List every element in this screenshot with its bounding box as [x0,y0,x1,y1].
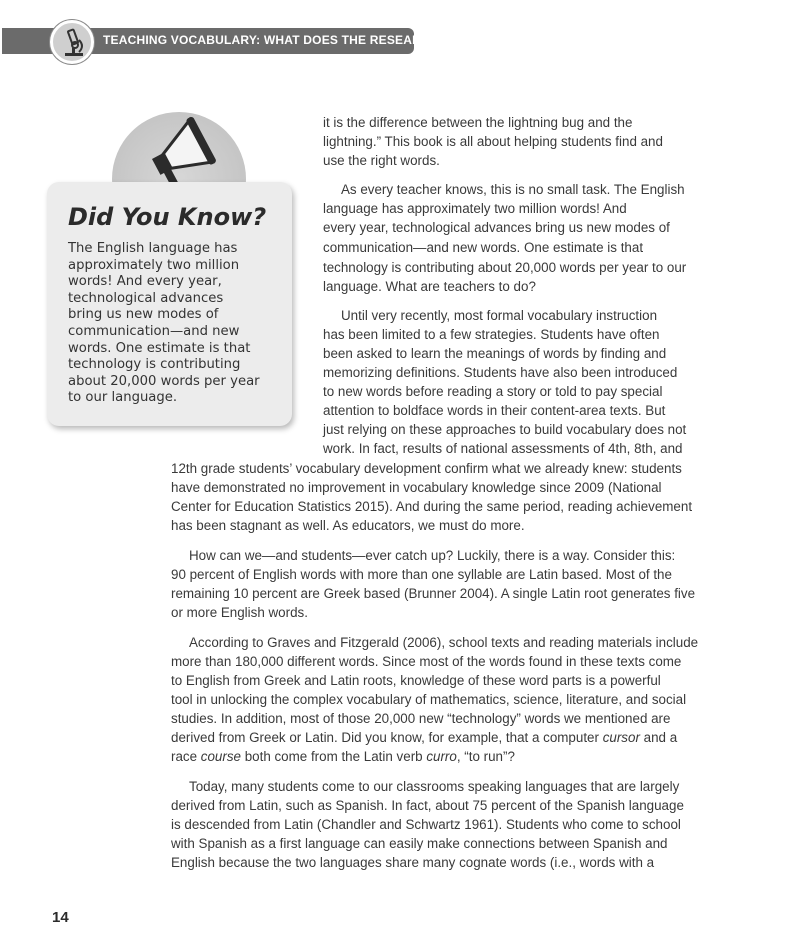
line-segment: , “to run”? [456,749,515,764]
body-line: or more English words. [171,605,308,620]
body-line: tool in unlocking the complex vocabulary of mathematics, science, literature, and social [171,692,687,707]
callout-line: The English language has [68,241,238,256]
body-line: is descended from Latin (Chandler and Schwartz 1961). Students who come to school [171,817,681,832]
body-line: Until very recently, most formal vocabulary instruction [341,308,658,323]
body-line: have demonstrated no improvement in vocabulary knowledge since 2009 (National [171,480,662,495]
body-line: more than 180,000 different words. Since most of the words found in these texts come [171,654,682,669]
callout-line: approximately two million [68,257,240,273]
callout-line: about 20,000 words per year [68,373,260,389]
body-line: How can we—and students—ever catch up? Luckily, there is a way. Consider this: [189,548,676,563]
body-line: attention to boldface words in their content-area texts. But [323,403,666,418]
line-segment: and a [639,730,678,745]
body-line: it is the difference between the lightning bug and the [323,115,633,130]
body-line: remaining 10 percent are Greek based (Brunner 2004). A single Latin root generates five [171,586,696,601]
callout-line: to our language. [68,390,178,406]
body-line: English because the two languages share many cognate words (i.e., words with a [171,855,655,870]
running-header-title: TEACHING VOCABULARY: WHAT DOES THE RESEARCH SAY? [103,33,474,47]
line-segment: both come from the Latin verb [240,749,427,764]
line-segment: race [171,749,201,764]
body-line: Center for Education Statistics 2015). And during the same period, reading achievement [171,499,693,514]
callout-body [68,241,282,407]
callout-line: technology is contributing [68,357,241,373]
body-line: with Spanish as a first language can easily make connections between Spanish and [171,836,668,851]
line-segment: derived from Greek or Latin. Did you know, for example, that a computer [171,730,599,745]
body-line: lightning.” This book is all about helping students find and [323,134,663,149]
body-line: just relying on these approaches to build vocabulary does not [323,422,687,437]
body-line: 12th grade students’ vocabulary development confirm what we already knew: students [171,461,682,476]
body-line: As every teacher knows, this is no small task. The English [341,182,685,197]
megaphone-graphic [112,112,246,190]
body-line: every year, technological advances bring us new modes of [323,220,670,235]
body-line: been asked to learn the meanings of words by finding and [323,346,667,361]
body-line: Today, many students come to our classrooms speaking languages that are largely [189,779,680,794]
microscope-icon [50,20,94,64]
body-line: to English from Greek and Latin roots, knowledge of these word parts is a powerful [171,673,661,688]
callout-title: Did You Know? [68,203,267,231]
body-line: studies. In addition, most of those 20,000 new “technology” words we mentioned are [171,711,671,726]
page-number: 14 [52,909,69,926]
body-line: derived from Latin, such as Spanish. In fact, about 75 percent of the Spanish language [171,798,684,813]
megaphone-icon [136,116,226,186]
italic-term: curro [426,749,457,764]
body-line: language. What are teachers to do? [323,279,536,294]
body-line [171,747,515,766]
body-line: memorizing definitions. Students have also been introduced [323,365,678,380]
callout-line: communication—and new [68,323,240,339]
italic-term: cursor [602,730,640,745]
body-line: 90 percent of English words with more than one syllable are Latin based. Most of the [171,567,672,582]
callout-line: technological advances [68,290,224,306]
body-line: communication—and new words. One estimate is that [323,240,644,255]
body-line: has been limited to a few strategies. Students have often [323,327,660,342]
body-line: has been stagnant as well. As educators, we must do more. [171,518,525,533]
body-line: language has approximately two million words! And [323,201,627,216]
callout-line: words! And every year, [68,274,222,290]
body-line: use the right words. [323,153,440,168]
callout-line: words. One estimate is that [68,340,251,356]
body-line [171,728,677,747]
body-line: work. In fact, results of national assessments of 4th, 8th, and [323,441,683,456]
callout-line: bring us new modes of [68,307,219,323]
body-line: According to Graves and Fitzgerald (2006), school texts and reading materials include [189,635,699,650]
body-line: technology is contributing about 20,000 words per year to our [323,260,687,275]
body-line: to new words before reading a story or told to pay special [323,384,663,399]
italic-term: course [200,749,241,764]
